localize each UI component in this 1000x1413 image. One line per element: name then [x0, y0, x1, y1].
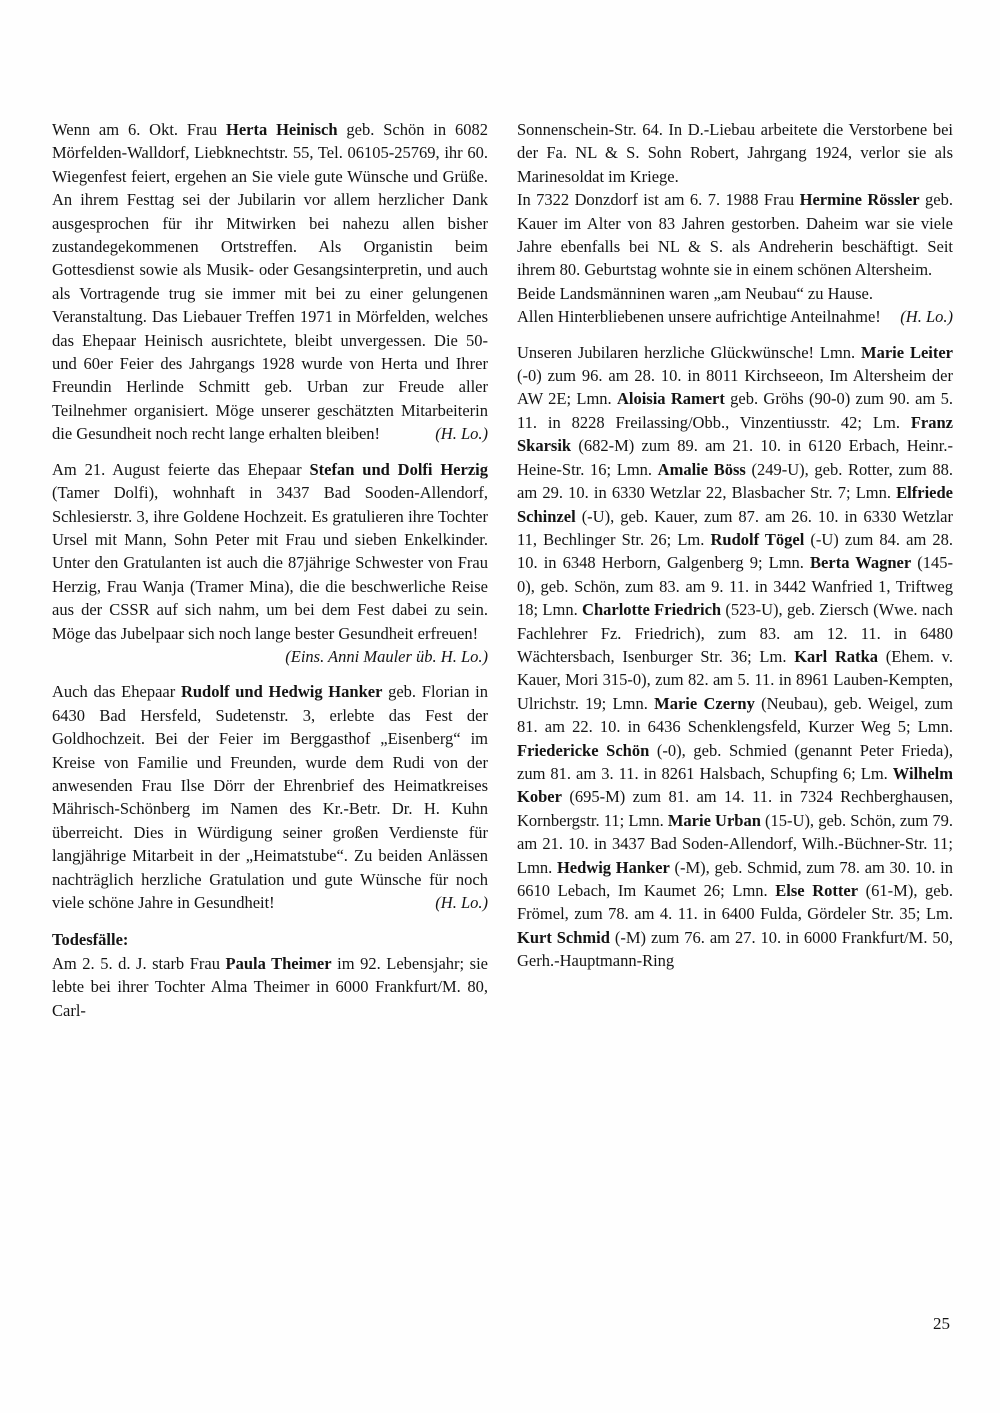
text-segment: Auch das Ehepaar — [52, 682, 181, 702]
page-number: 25 — [933, 1314, 950, 1333]
paragraph-obituary-theimer-continued — [517, 118, 953, 188]
text-segment: (Tamer Dolfi), wohnhaft in 3437 Bad Sooden-Allendorf, Schlesierstr. 3, ihre Goldene Hochzeit. Es gratulieren ihre Tochter Ursel mit Mann, Sohn Peter mit Frau und sieben Enkelkinder. Unter den Gratulanten ist auch die 87jährige Schwester von Frau Herzig, Frau Wanja (Tramer Mina), die die beschwerliche Reise aus der CSSR auf sich nahm, um bei dem Fest dabei zu sein. Möge das Jubelpaar sich noch lange bester Gesundheit erfreuen! — [52, 483, 488, 643]
text-segment: Rudolf Tögel — [710, 529, 805, 549]
text-segment: Paula Theimer — [225, 953, 332, 973]
text-segment: (-U) zum 84. am 28. 10. in 6348 Herborn, Galgenberg 9; Lmn. — [517, 529, 953, 573]
text-segment: Herta Heinisch — [226, 120, 338, 139]
text-segment: Hedwig Hanker — [556, 857, 670, 877]
text-segment: Am 2. 5. d. J. starb Frau — [52, 953, 226, 973]
signature-line-mauler — [52, 645, 488, 668]
text-segment: Hermine Rössler — [799, 190, 920, 210]
text-segment: geb. Kauer im Alter von 83 Jahren gestorben. Daheim war sie viele Jahre ebenfalls bei NL & S. als Andreherin beschäftigt. Seit ihrem 80. Geburtstag wohnte sie in einem schönen Altersheim. — [517, 190, 953, 280]
text-segment: (Neubau), geb. Weigel, zum 81. am 22. 10. in 6436 Schenklengsfeld, Kurzer Weg 5; Lmn. — [517, 693, 953, 737]
text-segment: (249-U), geb. Rotter, zum 88. am 29. 10. in 6330 Wetzlar 22, Blasbacher Str. 7; Lmn. — [517, 459, 954, 503]
text-segment: (H. Lo.) — [900, 307, 953, 327]
text-segment: Aloisia Ramert — [616, 389, 725, 409]
text-segment: (-M) zum 76. am 27. 10. in 6000 Frankfurt/M. 50, Gerh.-Hauptmann-Ring — [517, 927, 953, 971]
paragraph-obituary-roessler — [517, 188, 953, 282]
text-segment: Amalie Böss — [657, 459, 746, 479]
text-segment: Franz Skarsik — [517, 412, 953, 456]
text-segment: (15-U), geb. Schön, zum 79. am 21. 10. in 3437 Bad Soden-Allendorf, Wilh.-Büchner-Str. 11; Lmn. — [517, 810, 953, 877]
text-segment: (-0) zum 96. am 28. 10. in 8011 Kirchseeon, Im Altersheim der AW 2E; Lmn. — [517, 366, 953, 409]
text-segment: (-U), geb. Kauer, zum 87. am 26. 10. in 6330 Wetzlar 11, Bechlinger Str. 26; Lm. — [517, 506, 953, 549]
text-segment: im 92. Lebensjahr; sie lebte bei ihrer Tochter Alma Theimer in 6000 Frankfurt/M. 80, Carl- — [52, 953, 488, 1020]
text-segment: Beide Landsmänninen waren „am Neubau“ zu Hause. — [517, 283, 873, 303]
text-segment: geb. Gröhs (90-0) zum 90. am 5. 11. in 8228 Freilassing/Obb., Vinzentiusstr. 42; Lm. — [517, 389, 953, 432]
column-right — [517, 118, 953, 1022]
text-segment: (-M), geb. Schmid, zum 78. am 30. 10. in 6610 Lebach, Im Kaumet 26; Lmn. — [517, 857, 953, 900]
text-segment: (Eins. Anni Mauler üb. H. Lo.) — [285, 646, 488, 666]
paragraph-obituary-theimer — [52, 952, 488, 1022]
text-segment: In 7322 Donzdorf ist am 6. 7. 1988 Frau — [517, 190, 800, 210]
text-segment: Rudolf und Hedwig Hanker — [180, 682, 383, 702]
text-segment: Marie Leiter — [861, 342, 953, 362]
text-segment: Elfriede Schinzel — [517, 483, 953, 526]
text-segment: Friedericke Schön — [517, 740, 650, 760]
text-segment: Else Rotter — [775, 881, 859, 900]
text-segment: (Ehem. v. Kauer, Mori 315-0), zum 82. am 5. 11. in 8961 Lauben-Kempten, Ulrichstr. 19; Lmn. — [517, 646, 953, 713]
text-segment: (H. Lo.) — [435, 893, 488, 912]
text-segment: Wenn am 6. Okt. Frau — [52, 120, 227, 139]
text-segment: Sonnenschein-Str. 64. In D.-Liebau arbeitete die Verstorbene bei der Fa. NL & S. Sohn Robert, Jahrgang 1924, verlor sie als Marinesoldat im Kriege. — [517, 120, 953, 186]
text-segment: Allen Hinterbliebenen unsere aufrichtige Anteilnahme! — [517, 307, 881, 327]
text-segment: (61-M), geb. Frömel, zum 78. am 4. 11. in 6400 Fulda, Gördeler Str. 35; Lm. — [517, 881, 954, 924]
paragraph-landsmaenninen — [517, 282, 953, 305]
text-segment: Kurt Schmid — [517, 927, 610, 947]
text-segment: Wilhelm Kober — [517, 763, 953, 807]
paragraph-jubilee-heinisch — [52, 118, 488, 446]
paragraph-golden-wedding-hanker — [52, 680, 488, 914]
text-segment: Karl Ratka — [794, 646, 879, 666]
text-segment: (145-0), geb. Schön, zum 83. am 9. 11. in 3442 Wanfried 1, Triftweg 18; Lmn. — [517, 553, 953, 620]
text-columns — [52, 118, 954, 1022]
paragraph-golden-wedding-herzig — [52, 458, 488, 645]
text-segment: Charlotte Friedrich — [582, 600, 722, 620]
section-heading-todesfaelle — [52, 928, 488, 951]
text-segment: Berta Wagner — [810, 553, 912, 573]
text-segment: (695-M) zum 81. am 14. 11. in 7324 Rechberghausen, Kornbergstr. 11; Lmn. — [517, 787, 953, 830]
text-segment: Todesfälle: — [52, 930, 129, 950]
text-segment: geb. Schön in 6082 Mörfelden-Walldorf, Liebknechtstr. 55, Tel. 06105-25769, ihr 60. Wiegenfest feiert, ergehen an Sie viele gute Wünsche und Grüße. An ihrem Festtag sei der Jubilarin vor allem herzlicher Dank ausgesprochen für ihr Mitwirken bei nahezu allen bisher zustandegekommenen Ortstreffen. Als Organistin beim Gottesdienst sowie als Musik- oder Gesangsinterpretin, und auch als Vortragende trug sie immer mit bei zu einer gelungenen Veranstaltung. Das Liebauer Treffen 1971 in Mörfelden, welches das Ehepaar Heinisch ausrichtete, bleibt unvergessen. Die 50- und 60er Feier des Jahrgangs 1928 wurde von Herta und Ihrer Freundin Herlinde Schmitt geb. Urban zur Freude aller Teilnehmer organisiert. Möge unserer geschätzten Mitarbeiterin die Gesundheit noch recht lange erhalten bleiben! — [52, 120, 488, 444]
text-segment: (682-M) zum 89. am 21. 10. in 6120 Erbach, Heinr.-Heine-Str. 16; Lmn. — [517, 436, 953, 479]
text-segment: Am 21. August feierte das Ehepaar — [52, 459, 310, 479]
text-segment: Stefan und Dolfi Herzig — [309, 459, 488, 479]
text-segment: (523-U), geb. Ziersch (Wwe. nach Fachlehrer Fz. Friedrich), zum 83. am 12. 11. in 6480 Wächtersbach, Isenburger Str. 36; Lm. — [517, 600, 953, 666]
text-segment: (-0), geb. Schmied (genannt Peter Frieda), zum 81. am 3. 11. in 8261 Halsbach, Schupfing 6; Lm. — [517, 740, 953, 783]
text-segment: geb. Florian in 6430 Bad Hersfeld, Sudetenstr. 3, erlebte das Fest der Goldhochzeit. Bei der Feier im Berggasthof „Eisenberg“ im Kreise von Familie und Freunden, wurde dem Rudi von der anwesenden Frau Ilse Dörr der Ehrenbrief des Heimatkreises Mährisch-Schönberg im Namen des Kr.-Betr. Dr. H. Kuhn überreicht. Dies in Würdigung seiner großen Verdienste für langjährige Mitarbeit in der „Heimatstube“. Zu beiden Anlässen nachträglich herzliche Gratulation und gute Wünsche für noch viele schöne Jahre in Gesundheit! — [52, 682, 488, 912]
text-segment: Unseren Jubilaren herzliche Glückwünsche! Lmn. — [517, 342, 862, 362]
paragraph-jubilare-list — [517, 341, 953, 973]
text-segment: Marie Urban — [667, 810, 761, 830]
text-segment: Marie Czerny — [654, 693, 755, 713]
paragraph-condolence — [517, 305, 953, 328]
column-left — [52, 118, 488, 1022]
text-segment: (H. Lo.) — [435, 424, 488, 444]
